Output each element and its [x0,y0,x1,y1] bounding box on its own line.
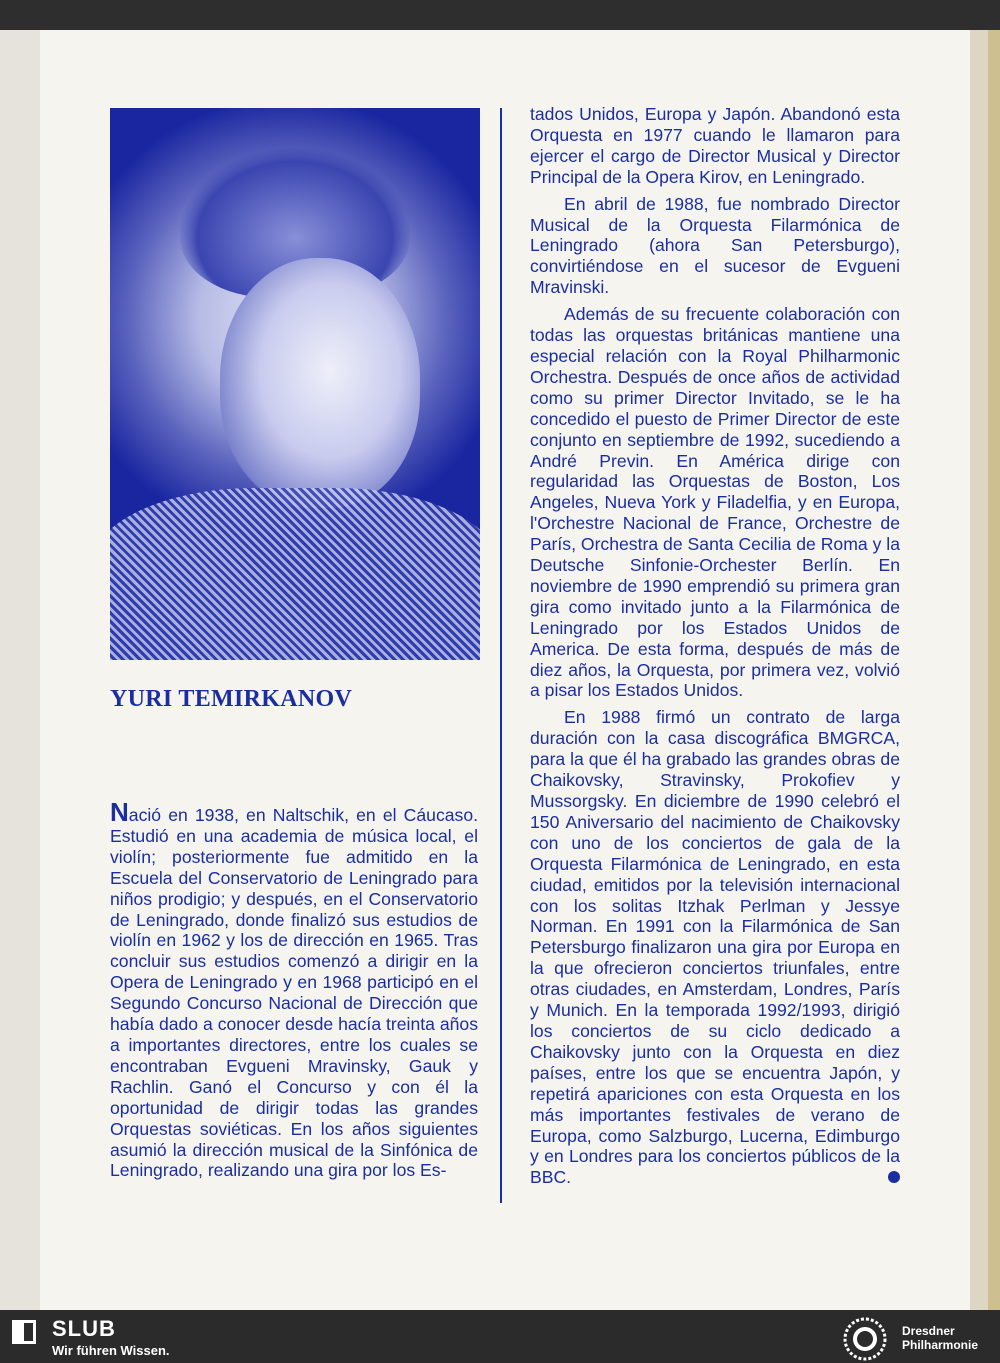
portrait-photo [110,108,480,660]
partner-name: Dresdner Philharmonie [902,1324,979,1352]
left-paragraph-text: ació en 1938, en Naltschik, en el Cáucaso. Estudió en una academia de música local, el violín; posteriormente fue admitido en la Escuela del Conservatorio de Leningrado para niños prodigio; y después, en el Conservatorio de Leningrado, donde finalizó sus estudios de violín en 1962 y los de dirección en 1965. Tras concluir sus estudios comenzó a dirigir en la Opera de Leningrado y en 1968 participó en el Segundo Concurso Nacional de Dirección que había dado a conocer desde hacía treinta años a importantes directores, entre los cuales se encontraban Evgueni Mravinsky, Gauk y Rachlin. Ganó el Concurso y con él la oportunidad de dirigir todas las grandes Orquestas soviéticas. En los años siguientes asumió la dirección musical de la Sinfónica de Leningrado, realizando una gira por los Es- [110,805,478,1181]
left-paragraph [110,797,478,1181]
slub-logo-icon[interactable] [12,1320,36,1344]
adjacent-page-strip [988,30,1000,1310]
scan-background-top [0,0,1000,30]
portrait-jacket [110,488,480,660]
article-heading: YURI TEMIRKANOV [110,686,353,712]
right-paragraph-4 [530,707,900,1188]
end-mark-icon [888,1171,900,1183]
right-column [530,104,900,1188]
column-divider [500,108,502,1203]
portrait-face [220,258,420,508]
dropcap: N [110,797,129,827]
dresdner-philharmonie-logo-icon[interactable] [842,1316,888,1362]
right-paragraph-1: tados Unidos, Europa y Japón. Abandonó esta Orquesta en 1977 cuando le llamaron para ejercer el cargo de Director Musical y Director Principal de la Opera Kirov, en Leningrado. [530,104,900,187]
right-paragraph-3: Además de su frecuente colaboración con todas las orquestas británicas mantiene una especial relación con la Royal Philharmonic Orchestra. Después de once años de actividad como su primer Director Invitado, se le ha concedido el puesto de Primer Director de este conjunto en septiembre de 1992, sucediendo a André Previn. En América dirige con regularidad las Orquestas de Boston, Los Angeles, Nueva York y Filadelfia, y en Europa, l'Orchestre Nacional de France, Orchestre de París, Orchestra de Santa Cecilia de Roma y la Deutsche Sinfonie-Orchester Berlín. En noviembre de 1990 emprendió su primera gran gira como invitado junto a la Filarmónica de Leningrado por los Estados Unidos de America. De esta forma, después de más de diez años, la Orquesta, por primera vez, volvió a pisar los Estados Unidos. [530,304,900,701]
left-column [110,797,478,1181]
slub-tagline: Wir führen Wissen. [52,1343,170,1358]
right-paragraph-4-text: En 1988 firmó un contrato de larga duración con la casa discográfica BMGRCA, para la que él ha grabado las grandes obras de Chaikovsky, Stravinsky, Prokofiev y Mussorgsky. En diciembre de 1990 celebró el 150 Aniversario del nacimiento de Chaikovsky con uno de los conciertos de gala de la Orquesta Filarmónica de Leningrado, en esta ciudad, emitidos por la televisión internacional con los solitas Itzhak Perlman y Jessye Norman. En 1991 con la Filarmónica de San Petersburgo finalizaron una gira por Europa en la que ofrecieron conciertos triunfales, entre otras ciudades, en Amsterdam, Londres, París y Munich. En la temporada 1992/1993, dirigió los conciertos de su ciclo dedicado a Chaikovsky junto con la Orquesta en diez países, entre los que se encuentra Japón, y repetirá apariciones con esta Orquesta en los más importantes festivales de verano de Europa, como Salzburgo, Lucerna, Edimburgo y en Londres para los conciertos públicos de la BBC. [530,707,900,1188]
right-paragraph-2: En abril de 1988, fue nombrado Director Musical de la Orquesta Filarmónica de Leningrado (ahora San Petersburgo), convirtiéndose en el sucesor de Evgueni Mravinski. [530,193,900,298]
slub-name[interactable]: SLUB [52,1316,116,1341]
footer-bar [0,1310,1000,1363]
